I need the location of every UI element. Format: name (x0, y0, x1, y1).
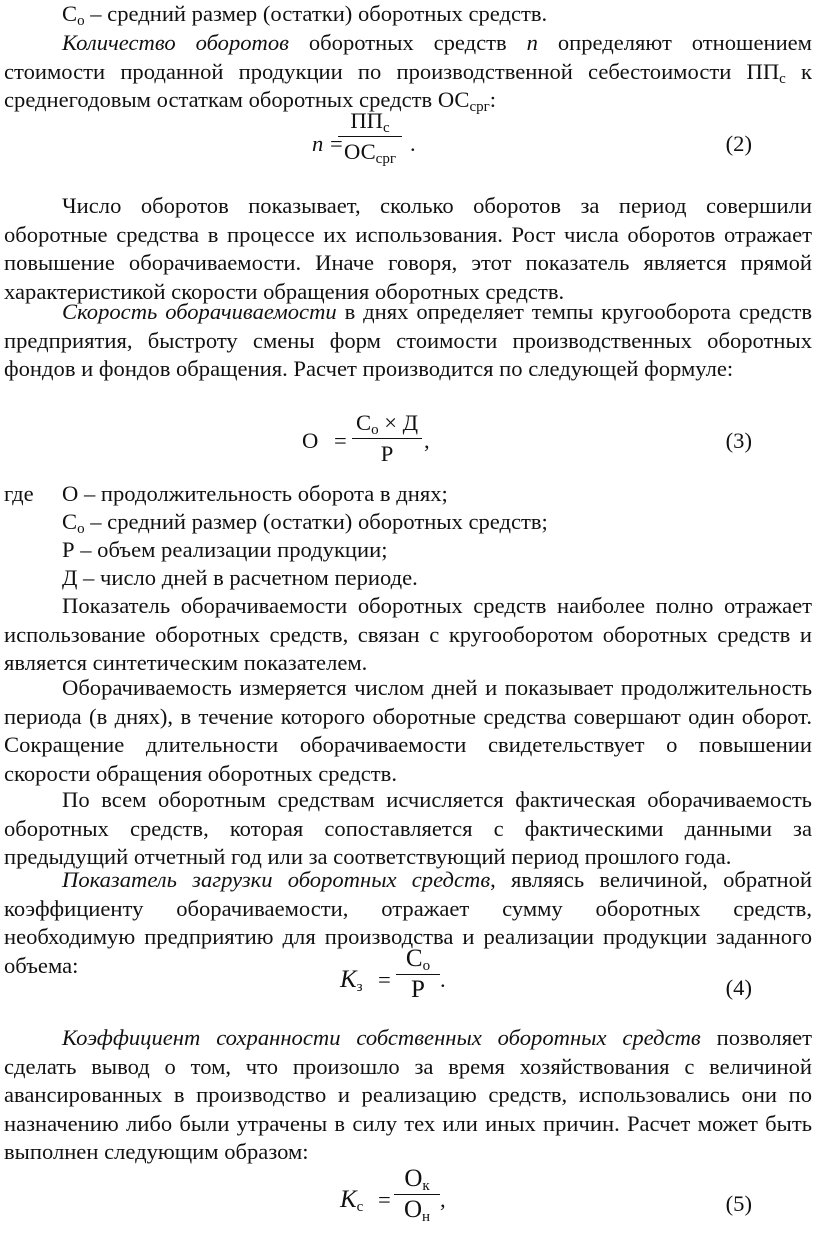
formula-lhs: О (302, 428, 319, 453)
text: ПП (350, 108, 383, 133)
formula-2 (0, 108, 816, 178)
formula-3 (0, 410, 816, 480)
subscript: о (422, 958, 431, 974)
text: С (405, 945, 423, 972)
numerator (352, 410, 422, 436)
subscript: с (779, 70, 786, 87)
formula-lhs (340, 966, 363, 995)
equals-sign: = (378, 967, 391, 992)
term-italic: Коэффициент сохранности собственных оборотных средств (62, 1025, 701, 1050)
denominator: Р (411, 976, 425, 1003)
equals-sign: = (334, 428, 347, 453)
formula-4 (0, 946, 816, 1016)
definition-o: О – продолжительность оборота в днях; (62, 481, 448, 506)
equation-number: (5) (725, 1191, 752, 1216)
paragraph-turnover-speed (4, 298, 812, 384)
variable: n (526, 30, 538, 55)
paragraph-turnover-count (4, 29, 812, 115)
text: – средний размер (остатки) оборотных средств. (84, 1, 548, 26)
formula-lhs (340, 1186, 363, 1215)
text: С (355, 410, 372, 435)
fraction (352, 410, 422, 467)
fraction (396, 946, 440, 1003)
subscript: срг (469, 99, 490, 115)
subscript: н (422, 1209, 431, 1225)
equation-number: (2) (725, 131, 752, 156)
fraction-bar (396, 974, 440, 975)
text: × Д (378, 410, 419, 435)
paragraph-turnover-days (4, 674, 812, 788)
paragraph-actual-turnover (4, 786, 812, 872)
text: С (62, 509, 78, 534)
term-italic: Показатель загрузки оборотных средств (62, 867, 491, 892)
subscript: с (356, 1199, 364, 1215)
formula-5 (0, 1166, 816, 1236)
text: По всем оборотным средствам исчисляется фактическая оборачиваемость оборотных средств, которая сопоставляется с фактическими данными за предыдущий отчетный год или за соответствующий период прошлого года. (4, 787, 812, 869)
fraction (338, 108, 402, 165)
denominator: Р (380, 441, 394, 466)
subscript: о (77, 13, 85, 29)
where-label: где (4, 481, 34, 506)
term-italic: Количество оборотов (62, 30, 289, 55)
denominator (338, 139, 402, 165)
subscript: о (371, 422, 379, 438)
punctuation: , (424, 428, 430, 453)
formula-lhs: n (312, 131, 324, 156)
subscript: срг (375, 151, 396, 167)
fraction-bar (394, 1194, 440, 1195)
subscript: з (356, 979, 363, 995)
text: Число оборотов показывает, сколько оборотов за период совершили оборотные средства в процессе их использования. Рост числа оборотов отражает повышение оборачиваемости. Иначе говоря, этот показатель является прямой характеристикой скорости обращения оборотных средств. (4, 193, 812, 304)
definition-co-top (62, 0, 547, 29)
text: , являясь величиной, обратной коэффициенту оборачиваемости, отражает сумму оборотных средств, необходимую предприятию для производства и реализации продукции заданного объема: (4, 867, 812, 978)
definition-co (62, 508, 548, 537)
numerator (396, 946, 440, 972)
text: : (489, 87, 497, 112)
text: С (62, 1, 78, 26)
text: определяют отношением стоимости проданной продукции по производственной себестоимости ПП (4, 30, 812, 84)
subscript: о (77, 521, 85, 537)
paragraph-preservation-coefficient (4, 1024, 812, 1167)
equals-sign: = (378, 1187, 391, 1212)
text: – средний размер (остатки) оборотных средств; (84, 509, 548, 534)
numerator (394, 1166, 440, 1192)
text: К (340, 1186, 357, 1213)
equation-number: (4) (725, 975, 752, 1000)
paragraph-turnover-meaning (4, 192, 812, 306)
punctuation: . (410, 131, 416, 156)
punctuation: , (440, 1187, 446, 1212)
equals-sign: = (330, 131, 343, 156)
text: Оборачиваемость измеряется числом дней и показывает продолжительность периода (в днях), в течение которого оборотные средства совершают один оборот. Сокращение длительности оборачиваемости свидетельствует о повышении скорости обращения оборотных средств. (4, 675, 812, 786)
numerator (338, 108, 402, 134)
text: О (404, 1165, 423, 1192)
punctuation: . (440, 967, 446, 992)
text: позволяет сделать вывод о том, что произошло за время хозяйствования с величиной авансированных в производство и реализацию средств, использовались они по назначению либо были утрачены в силу тех или иных причин. Расчет может быть выполнен следующим образом: (4, 1025, 812, 1164)
definition-r: Р – объем реализации продукции; (62, 537, 388, 562)
text: к среднегодовым остаткам оборотных средств ОС (4, 58, 812, 112)
subscript: с (382, 120, 390, 136)
fraction (394, 1166, 440, 1223)
fraction-bar (352, 438, 422, 439)
definition-d: Д – число дней в расчетном периоде. (62, 565, 418, 590)
text: К (340, 966, 357, 993)
text: в днях определяет темпы кругооборота средств предприятия, быстроту смены форм стоимости производственных оборотных фондов и фондов обращения. Расчет производится по следующей формуле: (4, 299, 812, 381)
term-italic: Скорость оборачиваемости (62, 299, 337, 324)
text: О (403, 1196, 423, 1223)
text: оборотных средств (288, 30, 527, 55)
fraction-bar (338, 136, 402, 137)
paragraph-indicator (4, 592, 812, 678)
text: ОС (344, 139, 376, 164)
text: Показатель оборачиваемости оборотных средств наиболее полно отражает использование оборотных средств, связан с кругооборотом оборотных средств и является синтетическим показателем. (4, 593, 812, 675)
subscript: к (422, 1178, 430, 1194)
denominator (394, 1197, 440, 1223)
equation-number: (3) (725, 428, 752, 453)
